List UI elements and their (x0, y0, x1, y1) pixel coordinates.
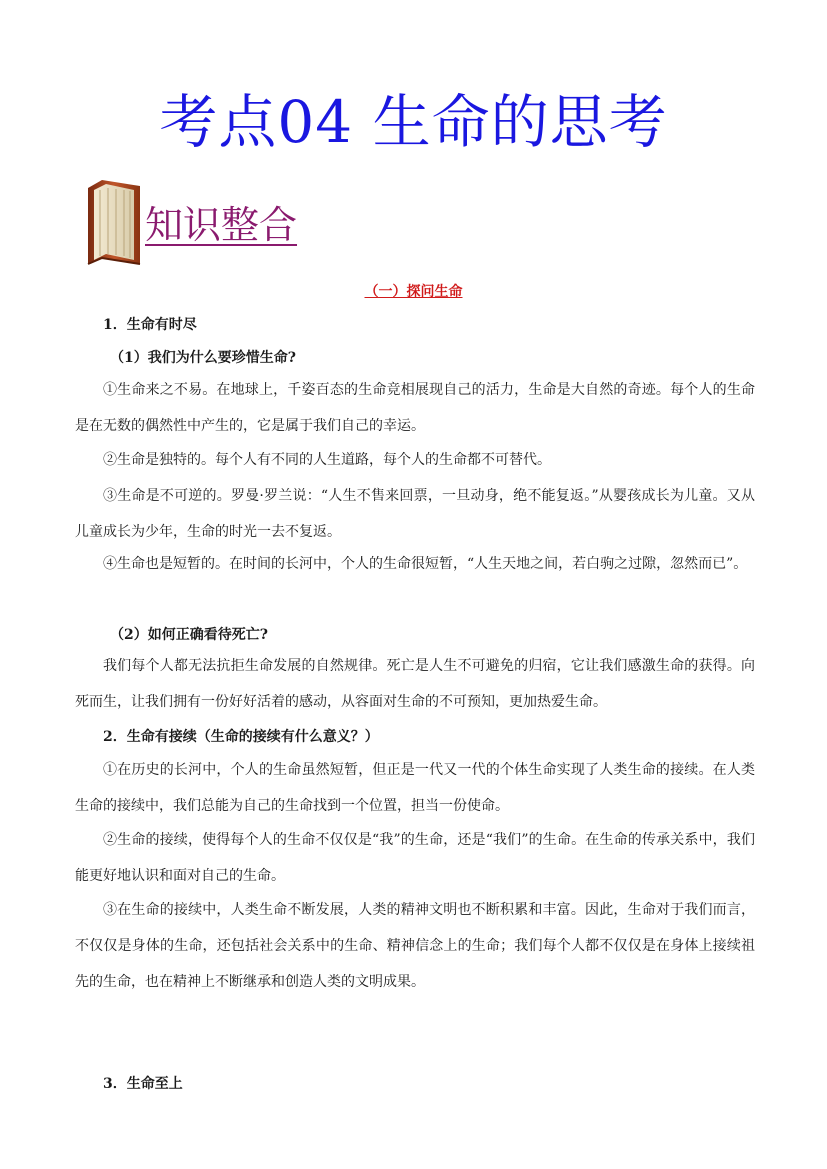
paragraph-7: ②生命的接续，使得每个人的生命不仅仅是“我”的生命，还是“我们”的生命。在生命的传承关系中，我们能更好地认识和面对自己的生命。 (75, 832, 755, 884)
paragraph-6: ①在历史的长河中，个人的生命虽然短暂，但正是一代又一代的个体生命实现了人类生命的接续。在人类生命的接续中，我们总能为自己的生命找到一个位置，担当一份使命。 (75, 762, 755, 814)
banner-label: 知识整合 (145, 203, 298, 247)
paragraph-5: 我们每个人都无法抗拒生命发展的自然规律。死亡是人生不可避免的归宿，它让我们感激生命的获得。向死而生，让我们拥有一份好好活着的感动，从容面对生命的不可预知，更加热爱生命。 (75, 658, 755, 710)
heading-3: 3．生命至上 (103, 1076, 183, 1092)
question-1: （1）我们为什么要珍惜生命? (110, 350, 296, 366)
heading-2: 2．生命有接续（生命的接续有什么意义？） (103, 729, 379, 745)
paragraph-4: ④生命也是短暂的。在时间的长河中，个人的生命很短暂，“人生天地之间，若白驹之过隙，忽然而已”。 (103, 556, 748, 572)
paragraph-3: ③生命是不可逆的。罗曼·罗兰说：“人生不售来回票，一旦动身，绝不能复返。”从婴孩成长为儿童。又从儿童成长为少年，生命的时光一去不复返。 (75, 488, 755, 540)
paragraph-8: ③在生命的接续中，人类生命不断发展，人类的精神文明也不断积累和丰富。因此，生命对于我们而言，不仅仅是身体的生命，还包括社会关系中的生命、精神信念上的生命；我们每个人都不仅仅是在身体上接续祖先的生命，也在精神上不断继承和创造人类的文明成果。 (75, 902, 755, 990)
paragraph-1: ①生命来之不易。在地球上，千姿百态的生命竞相展现自己的活力，生命是大自然的奇迹。每个人的生命是在无数的偶然性中产生的，它是属于我们自己的幸运。 (75, 382, 755, 434)
page-title: 考点04 生命的思考 (159, 88, 668, 156)
section-title: （一）探问生命 (364, 284, 463, 300)
question-2: （2）如何正确看待死亡? (110, 627, 268, 643)
heading-1: 1．生命有时尽 (103, 317, 197, 333)
paragraph-2: ②生命是独特的。每个人有不同的人生道路，每个人的生命都不可替代。 (103, 452, 551, 468)
